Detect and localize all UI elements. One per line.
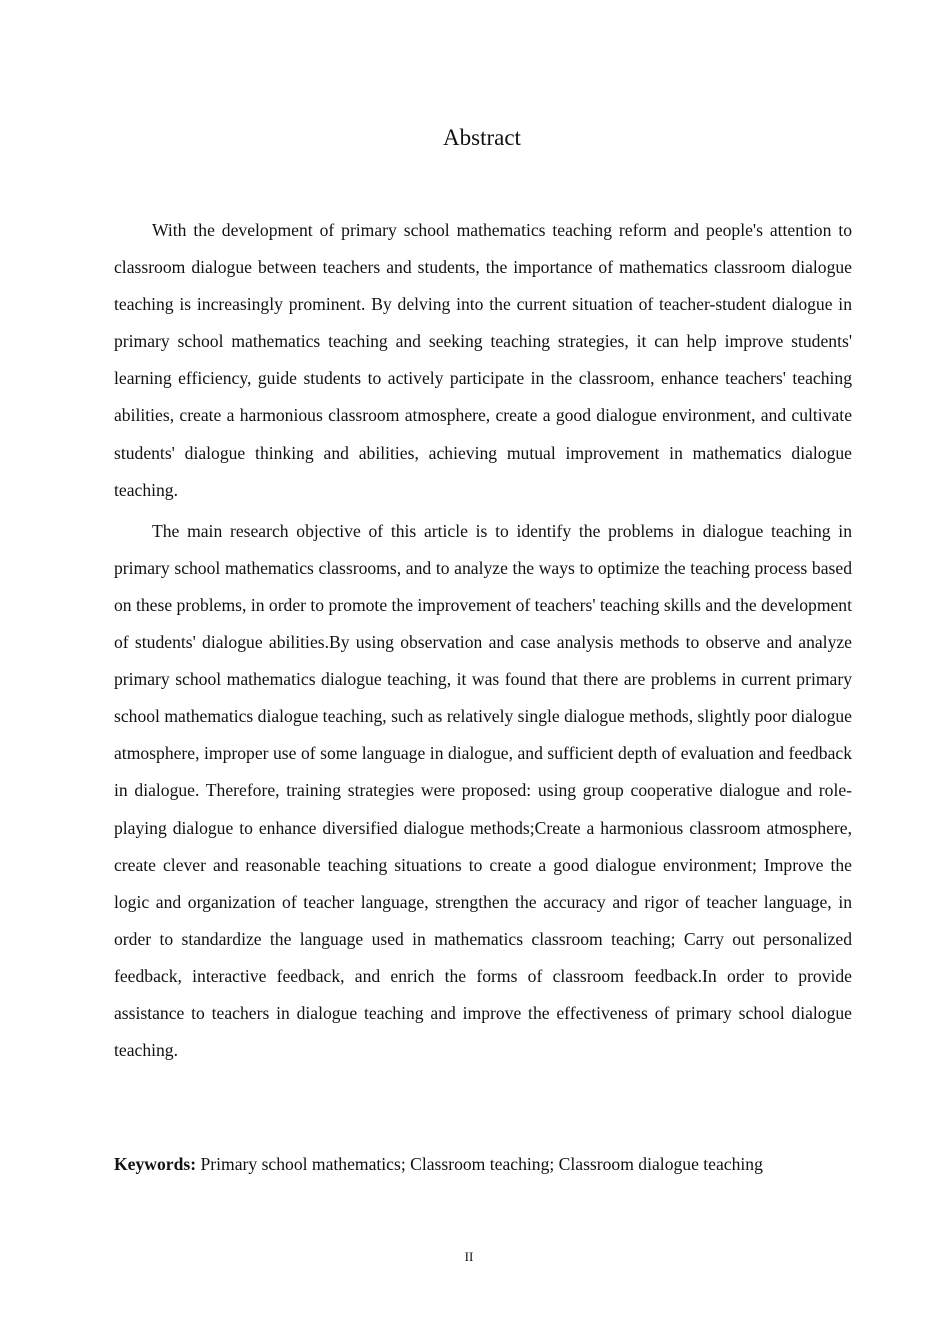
page-title: Abstract [443,125,521,150]
abstract-body [114,212,852,1069]
abstract-paragraph-2: The main research objective of this article is to identify the problems in dialogue teaching in primary school mathematics classrooms, and to analyze the ways to optimize the teaching process based on these problems, in order to promote the improvement of teachers' teaching skills and the development of students' dialogue abilities.By using observation and case analysis methods to observe and analyze primary school mathematics dialogue teaching, it was found that there are problems in current primary school mathematics dialogue teaching, such as relatively single dialogue methods, slightly poor dialogue atmosphere, improper use of some language in dialogue, and sufficient depth of evaluation and feedback in dialogue. Therefore, training strategies were proposed: using group cooperative dialogue and role-playing dialogue to enhance diversified dialogue methods;Create a harmonious classroom atmosphere, create clever and reasonable teaching situations to create a good dialogue environment; Improve the logic and organization of teacher language, strengthen the accuracy and rigor of teacher language, in order to standardize the language used in mathematics classroom teaching; Carry out personalized feedback, interactive feedback, and enrich the forms of classroom feedback.In order to provide assistance to teachers in dialogue teaching and improve the effectiveness of primary school dialogue teaching. [114,520,852,1061]
abstract-paragraph-1: With the development of primary school mathematics teaching reform and people's attention to classroom dialogue between teachers and students, the importance of mathematics classroom dialogue teaching is increasingly prominent. By delving into the current situation of teacher-student dialogue in primary school mathematics teaching and seeking teaching strategies, it can help improve students' learning efficiency, guide students to actively participate in the classroom, enhance teachers' teaching abilities, create a harmonious classroom atmosphere, create a good dialogue environment, and cultivate students' dialogue thinking and abilities, achieving mutual improvement in mathematics dialogue teaching. [114,220,852,500]
keywords-label: Keywords: [114,1154,197,1174]
keywords-text: Primary school mathematics; Classroom teaching; Classroom dialogue teaching [196,1154,763,1174]
keywords-line [114,1146,874,1183]
page-number: II [464,1249,474,1264]
